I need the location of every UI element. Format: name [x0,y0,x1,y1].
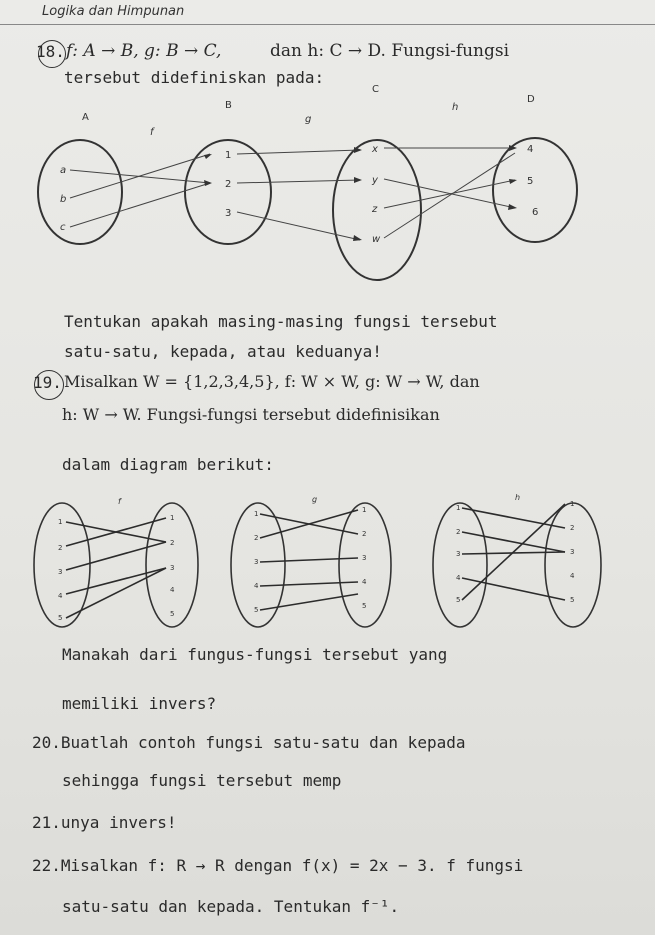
h-codomain-oval [545,503,601,627]
arrowhead [509,179,517,184]
svg-text:1: 1 [254,510,259,518]
elem-y: y [372,175,378,186]
q18-arrow-diagram [0,80,655,285]
svg-text:4: 4 [58,592,63,600]
svg-text:2: 2 [58,544,63,552]
q22-line1: 22.Misalkan f: R → R dengan f(x) = 2x − 3. f fungsi [32,856,524,875]
elem-D5: 5 [527,176,534,187]
q20-line1: 20.Buatlah contoh fungsi satu-satu dan kepada [32,733,466,752]
elem-c: c [60,222,66,233]
page-header: Logika dan Himpunan [42,4,185,19]
svg-text:3: 3 [570,548,575,556]
header-rule [0,24,655,25]
svg-text:2: 2 [170,539,175,547]
q20-line2: sehingga fungsi tersebut memp [62,771,342,790]
elem-B3: 3 [225,208,232,219]
q21-line1: 21.unya invers! [32,813,177,832]
elem-z: z [372,204,378,215]
set-label-B: B [225,100,232,111]
svg-text:2: 2 [254,534,259,542]
q18-line3: Tentukan apakah masing-masing fungsi tersebut [64,312,498,331]
svg-text:4: 4 [254,582,259,590]
diagram-label-g: g [312,495,318,504]
elem-B2: 2 [225,179,232,190]
svg-text:2: 2 [570,524,575,532]
svg-text:1: 1 [362,506,367,514]
svg-text:3: 3 [58,568,63,576]
diagram-label-h: h [515,493,521,502]
svg-text:5: 5 [170,610,175,618]
svg-text:3: 3 [254,558,259,566]
elem-w: w [372,234,381,245]
arrowhead [204,154,212,159]
svg-text:3: 3 [456,550,461,558]
svg-text:5: 5 [570,596,575,604]
svg-text:3: 3 [362,554,367,562]
svg-text:2: 2 [456,528,461,536]
func-label-g: g [305,114,312,125]
arrow-3-w [237,212,360,240]
q19-line5: memiliki invers? [62,694,217,713]
arrowhead [353,235,362,241]
elem-a: a [60,165,67,176]
q18-number: 18. [36,42,65,61]
svg-text:5: 5 [58,614,63,622]
svg-text:4: 4 [456,574,461,582]
svg-text:4: 4 [362,578,367,586]
svg-text:1: 1 [570,500,575,508]
arrowhead [354,177,362,183]
svg-text:5: 5 [362,602,367,610]
q19-line4: Manakah dari fungus-fungsi tersebut yang [62,645,448,664]
svg-text:4: 4 [170,586,175,594]
q19-line1: Misalkan W = {1,2,3,4,5}, f: W × W, g: W → W, dan [64,372,480,391]
svg-text:4: 4 [570,572,575,580]
diagram-label-f: f [118,497,121,506]
arrow-c-2 [70,183,210,227]
q18-line1-math: f: A → B, g: B → C, [66,41,222,61]
arrowhead [204,180,212,186]
svg-text:5: 5 [254,606,259,614]
svg-text:3: 3 [170,564,175,572]
elem-D6: 6 [532,207,539,218]
q19-line2: h: W → W. Fungsi-fungsi tersebut didefinisikan [62,405,440,424]
svg-text:1: 1 [456,504,461,512]
q19-three-diagrams [0,490,655,640]
q19-line3: dalam diagram berikut: [62,455,274,474]
q19-number: 19. [33,373,62,392]
svg-text:1: 1 [170,514,175,522]
q18-line1-tail: dan h: C → D. Fungsi-fungsi [270,41,510,61]
h-domain-oval [433,503,487,627]
arrow-b-1 [70,154,210,198]
arrow-2-y [237,180,360,183]
set-A-oval [38,140,122,244]
elem-D4: 4 [527,144,534,155]
svg-text:5: 5 [456,596,461,604]
elem-b: b [60,194,67,205]
set-label-D: D [527,94,535,105]
q22-line2: satu-satu dan kepada. Tentukan f⁻¹. [62,897,400,916]
q18-line2: tersebut didefiniskan pada: [64,68,325,87]
set-label-A: A [82,112,89,123]
set-label-C: C [372,84,379,95]
svg-text:2: 2 [362,530,367,538]
func-label-h: h [452,102,459,113]
arrowhead [508,204,517,210]
svg-text:1: 1 [58,518,63,526]
func-label-f: f [150,127,154,138]
elem-B1: 1 [225,150,232,161]
set-D-oval [493,138,577,242]
arrow-w-4 [384,153,515,238]
elem-x: x [372,144,378,155]
q18-line4: satu-satu, kepada, atau keduanya! [64,342,382,361]
